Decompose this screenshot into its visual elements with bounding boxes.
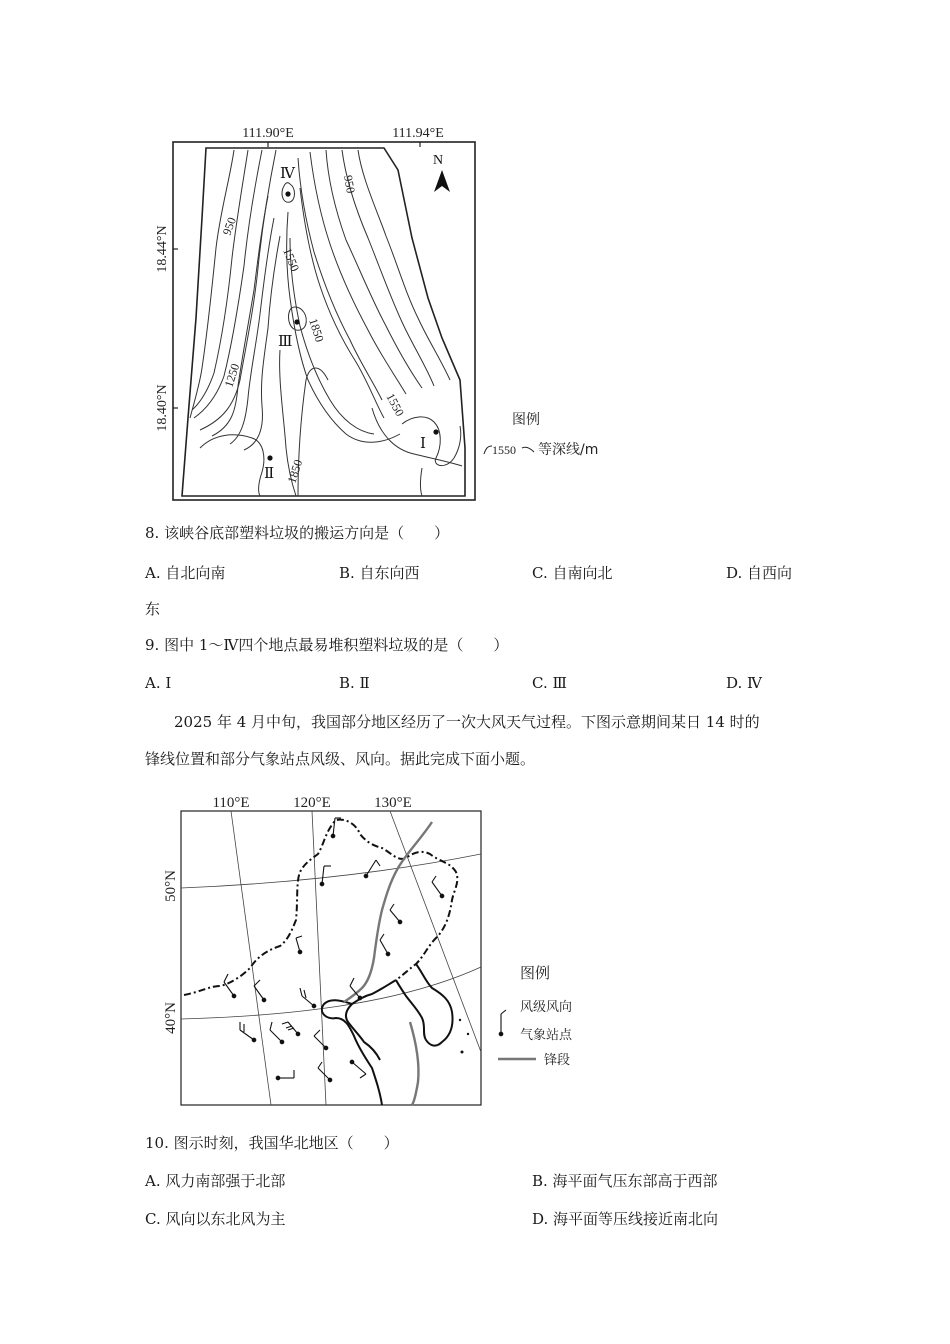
legend-front-label: 锋段 [544, 1053, 571, 1068]
point-i-label: Ⅰ [420, 436, 426, 452]
map-frame [173, 142, 475, 500]
station-wind-barb [331, 818, 341, 838]
question-9-option-a[interactable]: A. Ⅰ [145, 674, 172, 692]
contour-label: 950 [341, 174, 358, 195]
legend-contour-tail-icon [522, 447, 534, 452]
legend-title: 图例 [512, 412, 540, 428]
station-wind-barb [224, 974, 236, 998]
question-9-option-b[interactable]: B. Ⅱ [339, 674, 370, 692]
question-9-stem: 9. 图中 1～Ⅳ四个地点最易堆积塑料垃圾的是（ ） [145, 636, 509, 654]
map-frame [181, 811, 481, 1105]
lon-label-130: 130°E [374, 795, 412, 811]
contour-label: 1250 [221, 361, 243, 389]
lon-label-111-90: 111.90°E [242, 126, 294, 141]
station-wind-barb [300, 988, 316, 1008]
contour-label: 1550 [383, 390, 407, 419]
front-line [344, 822, 432, 1105]
lon-label-111-94: 111.94°E [392, 126, 444, 141]
point-iii-label: Ⅲ [278, 334, 293, 350]
lat-label-50: 50°N [163, 870, 179, 902]
passage-line-2: 锋线位置和部分气象站点风级、风向。据此完成下面小题。 [145, 750, 536, 768]
station-wind-barb [282, 1022, 300, 1036]
lat-label-40: 40°N [163, 1002, 179, 1034]
station-wind-barb [380, 934, 390, 956]
station-wind-barb [350, 1060, 366, 1078]
station-wind-barb [296, 936, 302, 954]
question-10-option-a[interactable]: A. 风力南部强于北部 [145, 1172, 286, 1190]
station-wind-barb [240, 1022, 256, 1042]
legend-contour-value: 1550 [492, 443, 516, 457]
contour-label: 1850 [284, 457, 306, 485]
contour-label: 1850 [306, 316, 327, 344]
question-9-option-c[interactable]: C. Ⅲ [532, 674, 567, 692]
point-ii [267, 455, 272, 460]
lat-label-18-40: 18.40°N [155, 384, 170, 432]
station-wind-barb [276, 1070, 294, 1080]
question-8-stem: 8. 该峡谷底部塑料垃圾的搬运方向是（ ） [145, 524, 450, 542]
coastline [184, 820, 457, 1105]
contour-label: 1550 [280, 245, 303, 274]
legend-contour-sample-icon [484, 446, 492, 454]
station-wind-barb [364, 860, 380, 878]
station-wind-barb [320, 866, 331, 886]
question-8-option-b[interactable]: B. 自东向西 [339, 564, 420, 582]
legend-title: 图例 [520, 964, 551, 982]
question-10-option-d[interactable]: D. 海平面等压线接近南北向 [532, 1210, 719, 1228]
legend-wind-label: 风级风向 [520, 1000, 573, 1015]
station-wind-barb [432, 876, 444, 898]
question-8-option-c[interactable]: C. 自南向北 [532, 564, 613, 582]
question-9-option-d[interactable]: D. Ⅳ [726, 674, 763, 692]
station-wind-barb [314, 1030, 328, 1050]
canyon-depth-map [150, 118, 630, 508]
station-wind-barb [390, 904, 402, 924]
legend-station-sample-icon [499, 1010, 506, 1036]
contour-label: 950 [219, 215, 239, 238]
point-i [433, 429, 438, 434]
question-10-option-c[interactable]: C. 风向以东北风为主 [145, 1210, 286, 1228]
north-arrow-icon [434, 170, 450, 192]
point-iv [285, 191, 290, 196]
weather-stations [224, 818, 444, 1082]
wind-front-map [150, 790, 610, 1110]
lat-label-18-44: 18.44°N [155, 225, 170, 273]
legend-contour-text: 等深线/m [538, 442, 599, 458]
legend-station-label: 气象站点 [520, 1028, 573, 1043]
point-ii-label: Ⅱ [264, 466, 275, 482]
question-8-option-d-wrap: 东 [145, 600, 161, 618]
graticule [181, 811, 481, 1105]
lon-label-110: 110°E [212, 795, 250, 811]
point-iv-label: Ⅳ [280, 166, 295, 182]
question-8-option-a[interactable]: A. 自北向南 [145, 564, 226, 582]
point-iii [294, 319, 299, 324]
question-8-option-d[interactable]: D. 自西向 [726, 564, 793, 582]
question-10-option-b[interactable]: B. 海平面气压东部高于西部 [532, 1172, 718, 1190]
passage-line-1: 2025 年 4 月中旬，我国部分地区经历了一次大风天气过程。下图示意期间某日 14 时的 [174, 713, 760, 731]
station-wind-barb [270, 1022, 284, 1044]
lon-label-120: 120°E [293, 795, 331, 811]
north-label: N [433, 153, 444, 168]
question-10-stem: 10. 图示时刻，我国华北地区（ ） [145, 1134, 399, 1152]
